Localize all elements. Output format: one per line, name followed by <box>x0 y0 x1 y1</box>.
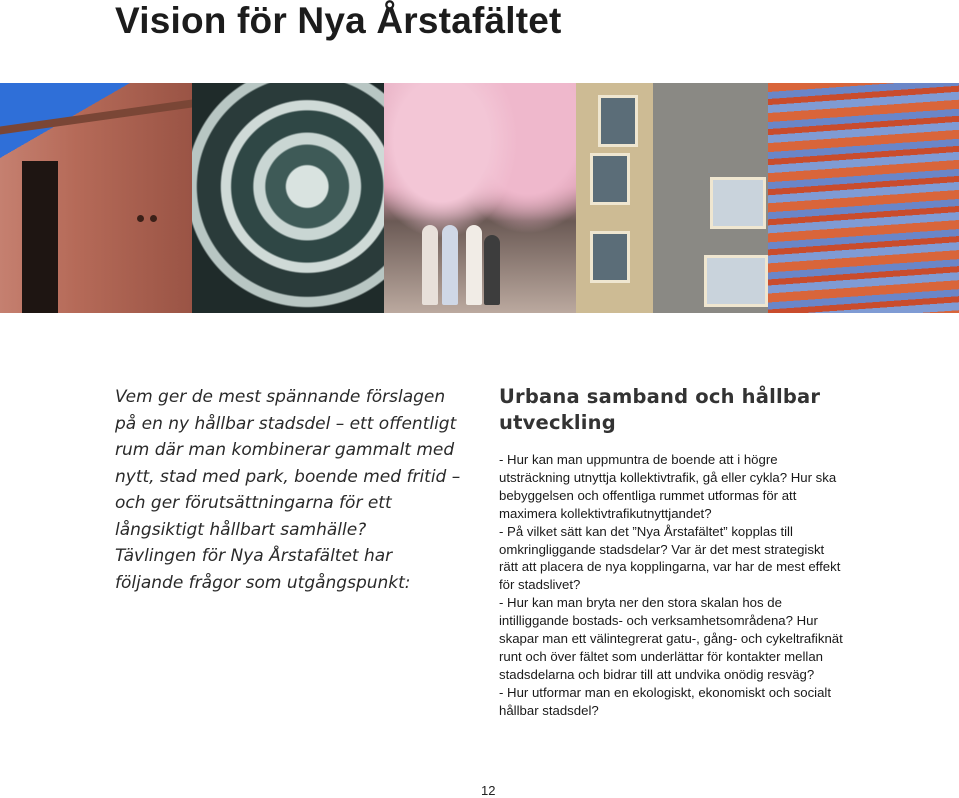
water-reflection-photo <box>768 83 959 313</box>
section-heading: Urbana samband och hållbar utveckling <box>499 385 821 434</box>
question-paragraph: - Hur kan man bryta ner den stora skalan hos de intilliggande bostads- och verksamhetsområdena? Hur skapar man ett välintegrerat gatu-, gång- och cykeltrafiknät runt och över fältet som underlättar för kontakter mellan stadsdelarna och bidrar till att undvika onödig resväg? <box>499 595 843 682</box>
cherry-blossom-people-photo <box>384 83 576 313</box>
question-list <box>499 451 844 720</box>
page-number: 12 <box>481 783 496 798</box>
lead-text: Vem ger de mest spännande förslagen på en ny hållbar stadsdel – ett offentligt rum där man kombinerar gammalt med nytt, stad med park, boende med fritid – och ger förutsättningarna för ett långsiktigt hållbart samhälle? Tävlingen för Nya Årstafältet har följande frågor som utgångspunkt: <box>115 387 461 593</box>
copper-building-photo <box>0 83 192 313</box>
page-title: Vision för Nya Årstafältet <box>115 0 562 41</box>
question-paragraph: - Hur utformar man en ekologiskt, ekonomiskt och socialt hållbar stadsdel? <box>499 684 832 718</box>
question-paragraph: - På vilket sätt kan det ”Nya Årstafältet” kopplas till omkringliggande stadsdelar? Var är det mest strategiskt rätt att placera de nya kopplingarna, var har de mest effekt för stadslivet? <box>499 523 841 593</box>
spiral-staircase-photo <box>192 83 384 313</box>
facade-windows-photo <box>576 83 768 313</box>
photo-strip <box>0 83 959 313</box>
question-paragraph: - Hur kan man uppmuntra de boende att i högre utsträckning utnyttja kollektivtrafik, gå eller cykla? Hur ska bebyggelsen och offentliga rummet utformas för att maximera kollektivtrafikutnyttjandet? <box>499 452 837 521</box>
